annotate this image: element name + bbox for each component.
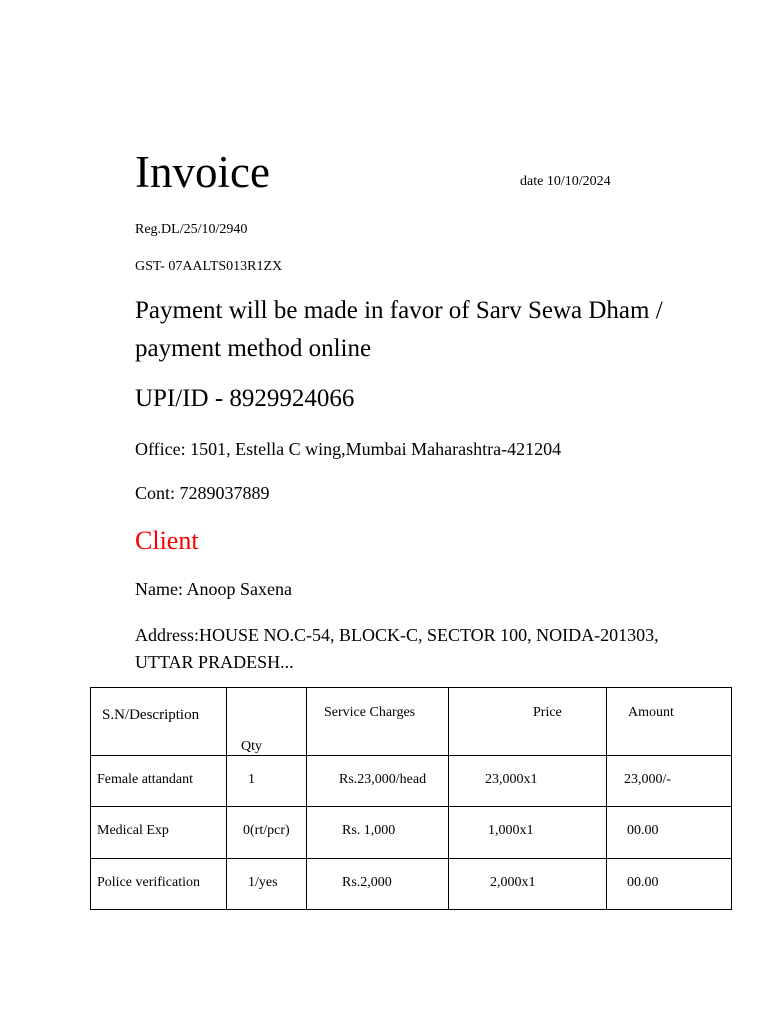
- client-name: Name: Anoop Saxena: [135, 579, 292, 599]
- row-description: Police verification: [97, 875, 201, 890]
- office-address: Office: 1501, Estella C wing,Mumbai Maharashtra-421204: [135, 439, 562, 459]
- table-header-row: [91, 688, 732, 756]
- row-amount: 00.00: [627, 875, 659, 890]
- invoice-title: Invoice: [135, 147, 270, 197]
- registration-number: Reg.DL/25/10/2940: [135, 222, 248, 237]
- header-description: S.N/Description: [102, 707, 200, 723]
- client-address: Address:HOUSE NO.C-54, BLOCK-C, SECTOR 100, NOIDA-201303, UTTAR PRADESH...: [135, 625, 659, 672]
- header-service: Service Charges: [324, 705, 416, 720]
- header-price: Price: [533, 705, 562, 720]
- row-amount: 00.00: [627, 823, 659, 838]
- row-price: 1,000x1: [488, 823, 534, 838]
- gst-number: GST- 07AALTS013R1ZX: [135, 259, 283, 274]
- table-row: [91, 859, 732, 910]
- row-price: 2,000x1: [490, 875, 536, 890]
- row-price: 23,000x1: [485, 772, 538, 787]
- table-row: [91, 756, 732, 807]
- header-qty-cell: [227, 688, 307, 756]
- header-qty: Qty: [241, 739, 262, 754]
- header-amount: Amount: [628, 705, 674, 720]
- row-amount: 23,000/-: [624, 772, 672, 787]
- row-service-charge: Rs.23,000/head: [339, 772, 427, 787]
- upi-id: UPI/ID - 8929924066: [135, 385, 355, 412]
- contact-number: Cont: 7289037889: [135, 483, 270, 503]
- header-price-cell: [449, 688, 607, 756]
- invoice-date: date 10/10/2024: [520, 174, 611, 189]
- row-qty: 1/yes: [248, 875, 278, 890]
- header-amount-cell: [607, 688, 732, 756]
- header-service-cell: [307, 688, 449, 756]
- invoice-items-table: [90, 687, 732, 910]
- row-description: Female attandant: [97, 772, 194, 787]
- header-description-cell: [91, 688, 227, 756]
- row-service-charge: Rs.2,000: [342, 875, 392, 890]
- row-qty: 1: [248, 772, 255, 787]
- row-qty: 0(rt/pcr): [243, 823, 290, 838]
- client-heading: Client: [135, 526, 199, 555]
- row-description: Medical Exp: [97, 823, 169, 838]
- row-service-charge: Rs. 1,000: [342, 823, 396, 838]
- payment-instruction: Payment will be made in favor of Sarv Sewa Dham / payment method online: [135, 297, 663, 362]
- table-row: [91, 807, 732, 859]
